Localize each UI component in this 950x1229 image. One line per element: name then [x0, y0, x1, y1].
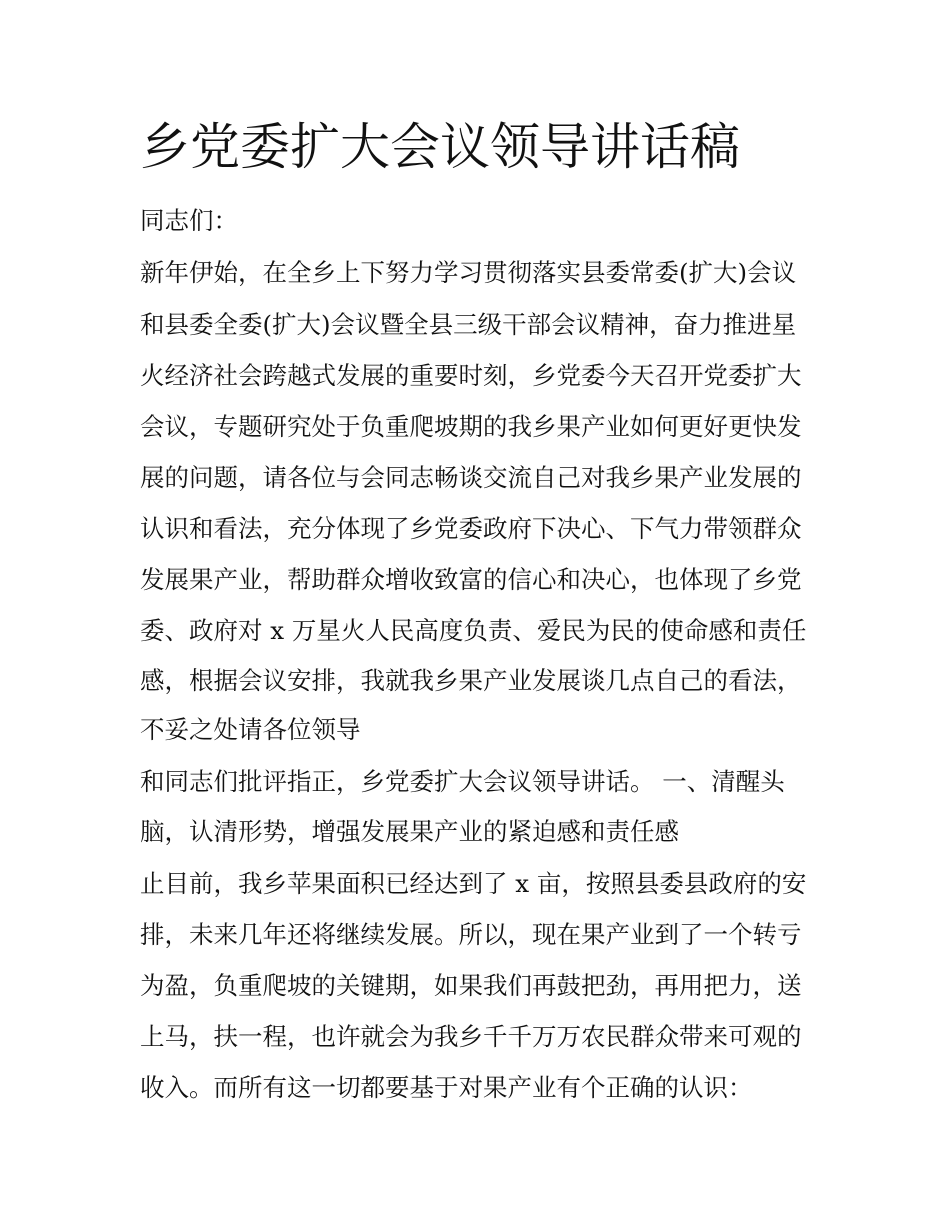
- text-line: 感，根据会议安排，我就我乡果产业发展谈几点自己的看法，: [140, 666, 802, 695]
- text-line: 委、政府对 x 万星火人民高度负责、爱民为民的使命感和责任: [140, 616, 807, 645]
- text-line: 止目前，我乡苹果面积已经达到了 x 亩，按照县委县政府的安: [140, 869, 807, 898]
- text-line: 会议，专题研究处于负重爬坡期的我乡果产业如何更好更快发: [140, 412, 802, 441]
- text-line: 排，未来几年还将继续发展。所以，现在果产业到了一个转亏: [140, 920, 802, 949]
- text-line: 和同志们批评指正，乡党委扩大会议领导讲话。 一、清醒头: [140, 767, 785, 796]
- text-line: 不妥之处请各位领导: [140, 715, 361, 744]
- text-line: 脑，认清形势，增强发展果产业的紧迫感和责任感: [140, 817, 679, 846]
- text-line: 新年伊始，在全乡上下努力学习贯彻落实县委常委(扩大)会议: [140, 258, 797, 287]
- text-line: 同志们：: [140, 206, 238, 235]
- text-line: 和县委全委(扩大)会议暨全县三级干部会议精神，奋力推进星: [140, 310, 797, 339]
- text-line: 上马，扶一程，也许就会为我乡千千万万农民群众带来可观的: [140, 1022, 802, 1051]
- text-line: 认识和看法，充分体现了乡党委政府下决心、下气力带领群众: [140, 514, 802, 543]
- text-line: 为盈，负重爬坡的关键期，如果我们再鼓把劲，再用把力，送: [140, 971, 802, 1000]
- text-line: 火经济社会跨越式发展的重要时刻，乡党委今天召开党委扩大: [140, 361, 802, 390]
- document-title: 乡党委扩大会议领导讲话稿: [140, 118, 740, 176]
- text-line: 收入。而所有这一切都要基于对果产业有个正确的认识：: [140, 1073, 753, 1102]
- text-line: 发展果产业，帮助群众增收致富的信心和决心，也体现了乡党: [140, 565, 802, 594]
- text-line: 展的问题，请各位与会同志畅谈交流自己对我乡果产业发展的: [140, 463, 802, 492]
